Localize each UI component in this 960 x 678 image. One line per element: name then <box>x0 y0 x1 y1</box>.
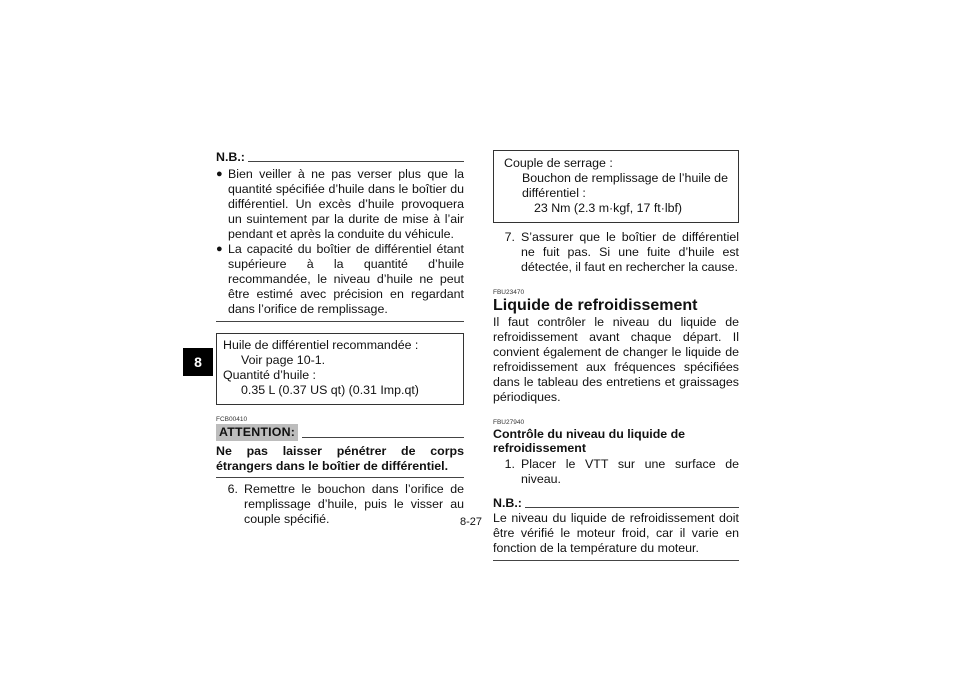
step-text: Placer le VTT sur une surface de niveau. <box>521 457 739 486</box>
attention-end-rule <box>216 477 464 478</box>
bullet-icon: ● <box>216 168 223 180</box>
attention-text: Ne pas laisser pénétrer de corps étrangers dans le boîtier de différentiel. <box>216 444 464 473</box>
step-text: Remettre le bouchon dans l’orifice de remplissage d’huile, puis le visser au couple spécifié. <box>244 482 464 526</box>
spec-line: Quantité d’huile : <box>223 368 316 382</box>
step-number: 1. <box>504 457 515 471</box>
attention-code: FCB00410 <box>216 416 248 423</box>
step-number: 6. <box>227 482 238 496</box>
right-column <box>493 150 739 561</box>
note-header <box>216 150 464 165</box>
bullet-icon: ● <box>216 243 223 255</box>
section-tab: 8 <box>183 348 213 376</box>
spec-line: 0.35 L (0.37 US qt) (0.31 Imp.qt) <box>241 383 419 397</box>
note-end-rule <box>493 560 739 561</box>
step-item <box>216 482 464 527</box>
note-label: N.B.: <box>493 496 522 510</box>
note-header <box>493 496 739 511</box>
subsection-title: Contrôle du niveau du liquide de refroidissement <box>493 427 686 455</box>
subsection-code: FBU27940 <box>493 419 525 426</box>
step-item <box>493 230 739 275</box>
spec-line: Huile de différentiel recommandée : <box>223 338 419 352</box>
note-label: N.B.: <box>216 150 245 164</box>
left-column <box>216 150 464 527</box>
oil-spec-box <box>216 333 464 405</box>
spec-line: Bouchon de remplissage de l’huile de <box>522 171 728 185</box>
attention-rule <box>302 437 464 438</box>
page-number: 8-27 <box>460 516 483 528</box>
spec-line: 23 Nm (2.3 m·kgf, 17 ft·lbf) <box>534 201 683 215</box>
note-bullet <box>216 242 464 317</box>
note-rule <box>248 161 464 162</box>
torque-spec-box <box>493 150 739 223</box>
spec-line: Voir page 10-1. <box>241 353 326 367</box>
spec-line: différentiel : <box>522 186 586 200</box>
note-end-rule <box>216 321 464 322</box>
section-text: Il faut contrôler le niveau du liquide de refroidissement avant chaque départ. Il convient également de changer le liquide de refroidissement aux fréquences spécifiées dans le tableau des entretiens et graissages périodiques. <box>493 315 739 404</box>
note-bullet <box>216 167 464 242</box>
section-code: FBU23470 <box>493 289 525 296</box>
attention-badge: ATTENTION: <box>216 424 298 441</box>
note-text: Le niveau du liquide de refroidissement doit être vérifié le moteur froid, car il varie en fonction de la température du moteur. <box>493 511 739 555</box>
step-item <box>493 457 739 487</box>
bullet-text: Bien veiller à ne pas verser plus que la quantité spécifiée d’huile dans le boîtier du différentiel. Un excès d’huile provoquera un suintement par la durite de mise à l’air pendant et après la conduite du véhicule. <box>228 167 464 241</box>
attention-header <box>216 424 464 441</box>
section-title: Liquide de refroidissement <box>493 297 698 314</box>
note-rule <box>525 507 739 508</box>
spec-line: Couple de serrage : <box>504 156 613 170</box>
step-text: S’assurer que le boîtier de différentiel ne fuit pas. Si une fuite d’huile est détectée, il faut en rechercher la cause. <box>521 230 739 274</box>
bullet-text: La capacité du boîtier de différentiel étant supérieure à la quantité d’huile recommandée, le niveau d’huile ne peut être estimé avec précision en regardant dans l’orifice de remplissage. <box>228 242 464 316</box>
step-number: 7. <box>504 230 515 244</box>
